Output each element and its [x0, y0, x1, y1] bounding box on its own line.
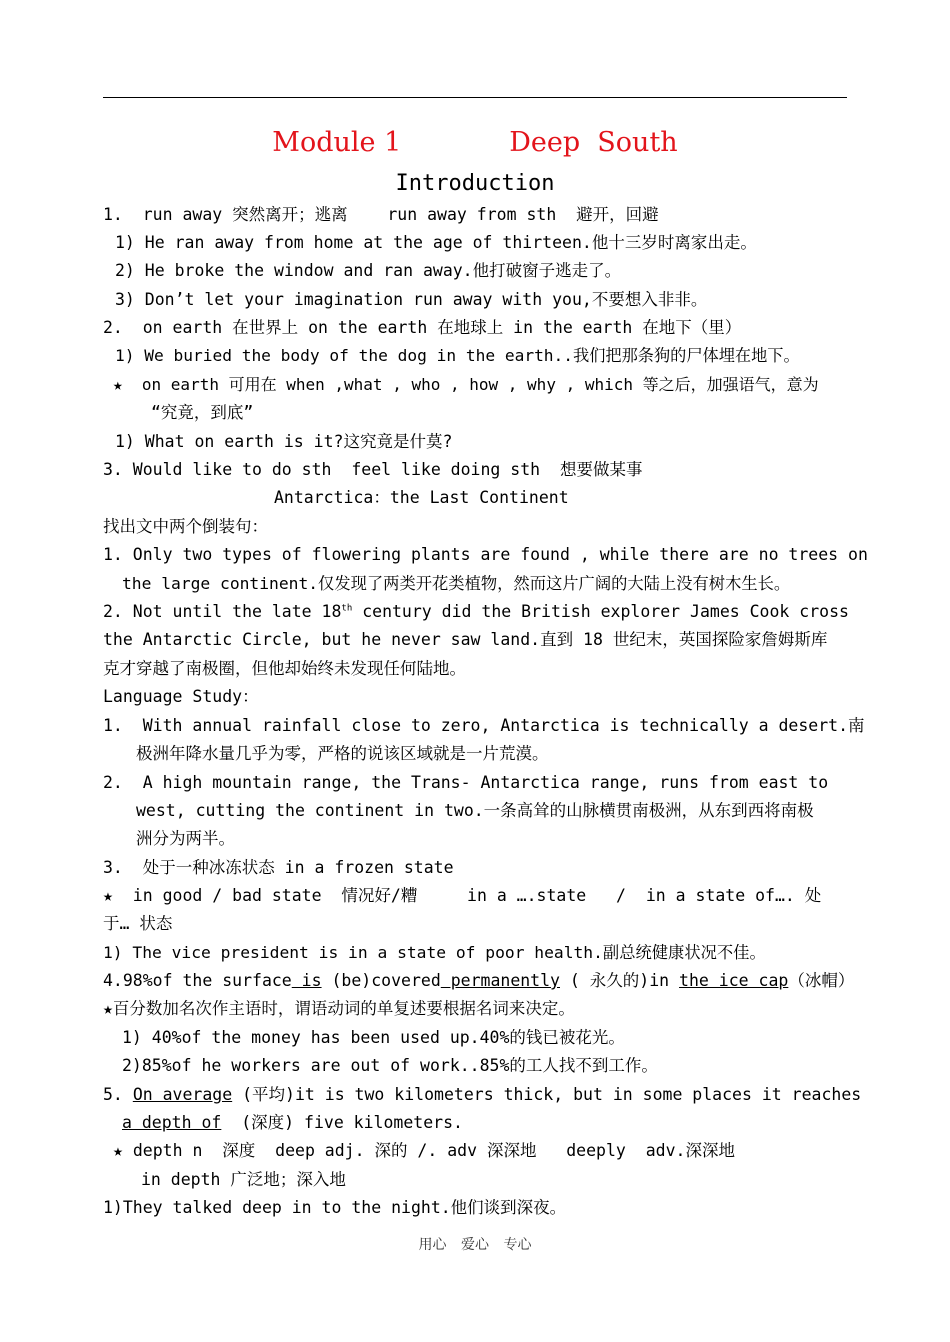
title-module: Module 1: [272, 127, 402, 158]
text-line: 3) Don’t let your imagination run away with you,不要想入非非。: [115, 290, 708, 309]
text-line: ★ on earth 可用在 when ,what , who , how , why , which 等之后，加强语气，意为: [113, 375, 819, 394]
text-line: 2) He broke the window and ran away.他打破窗子逃走了。: [115, 261, 622, 280]
text-line: 克才穿越了南极圈，但他却始终未发现任何陆地。: [103, 659, 466, 678]
text-line: 洲分为两半。: [136, 829, 235, 848]
underlined-text: the ice cap: [679, 971, 789, 990]
text-line: the large continent.仅发现了两类开花类植物，然而这片广阔的大陆上没有树木生长。: [122, 574, 791, 593]
text-span: ( 永久的)in: [560, 971, 680, 990]
text-line: 于… 状态: [103, 914, 173, 933]
underlined-text: permanently: [440, 971, 560, 990]
text-line: 1. With annual rainfall close to zero, Antarctica is technically a desert.南: [103, 716, 865, 735]
text-line: 1) He ran away from home at the age of thirteen.他十三岁时离家出走。: [115, 233, 757, 252]
text-line: 1. Only two types of flowering plants are found , while there are no trees on: [103, 545, 868, 564]
text-line: in depth 广泛地；深入地: [141, 1170, 346, 1189]
text-line: 极洲年降水量几乎为零，严格的说该区域就是一片荒漠。: [136, 744, 549, 763]
text-line: 3. Would like to do sth feel like doing sth 想要做某事: [103, 460, 643, 479]
underlined-text: is: [291, 971, 322, 990]
text-span: （冰帽）: [788, 971, 855, 990]
text-line: [122, 1113, 463, 1133]
text-line: 1) The vice president is in a state of poor health.副总统健康状况不佳。: [103, 943, 766, 962]
text-line: 1) What on earth is it?这究竟是什莫?: [115, 432, 453, 451]
text-line: 2. on earth 在世界上 on the earth 在地球上 in the earth 在地下（里）: [103, 318, 742, 337]
text-span: 5.: [103, 1085, 133, 1104]
text-line: 3. 处于一种冰冻状态 in a frozen state: [103, 858, 454, 877]
text-line: “究竟，到底”: [151, 403, 254, 422]
text-line: 2. A high mountain range, the Trans- Antarctica range, runs from east to: [103, 773, 829, 792]
text-span: century did the British explorer James Cook cross: [352, 602, 849, 621]
text-line: 1)They talked deep in to the night.他们谈到深夜。: [103, 1198, 567, 1217]
text-line: 找出文中两个倒装句：: [103, 517, 268, 536]
superscript-th: th: [341, 603, 353, 614]
text-span: (平均)it is two kilometers thick, but in some places it reaches: [232, 1085, 862, 1104]
text-line: 2)85%of he workers are out of work..85%的工人找不到工作。: [122, 1056, 658, 1075]
text-span: (be)covered: [321, 971, 441, 990]
text-line: 1. run away 突然离开；逃离 run away from sth 避开，回避: [103, 205, 659, 224]
text-line: ★ in good / bad state 情况好/糟 in a ….state / in a state of…. 处: [103, 886, 822, 905]
underlined-text: On average: [132, 1085, 233, 1104]
text-line: [103, 602, 849, 622]
section-heading: Introduction: [395, 171, 555, 196]
page-footer: 用心 爱心 专心: [418, 1237, 532, 1253]
underlined-text: a depth of: [122, 1113, 222, 1132]
text-line: [103, 971, 854, 991]
text-line: ★百分数加名次作主语时，谓语动词的单复述要根据名词来决定。: [103, 999, 575, 1018]
text-line: west, cutting the continent in two.一条高耸的山脉横贯南极洲，从东到西将南极: [136, 801, 814, 820]
text-line: the Antarctic Circle, but he never saw land.直到 18 世纪末，英国探险家詹姆斯库: [103, 630, 828, 649]
text-span: 4.98%of the surface: [103, 971, 292, 990]
page-title: [0, 127, 950, 158]
text-line: ★ depth n 深度 deep adj. 深的 /. adv 深深地 deeply adv.深深地: [113, 1141, 735, 1160]
text-line: [103, 1085, 861, 1105]
header-rule: [103, 97, 847, 98]
text-line: 1) We buried the body of the dog in the earth..我们把那条狗的尸体埋在地下。: [115, 346, 800, 365]
text-span: 2. Not until the late 18: [103, 602, 342, 621]
text-line: Language Study：: [103, 687, 259, 706]
text-span: (深度) five kilometers.: [221, 1113, 463, 1132]
text-line: Antarctica：the Last Continent: [274, 488, 569, 507]
text-line: 1) 40%of the money has been used up.40%的钱已被花光。: [122, 1028, 625, 1047]
title-topic: Deep South: [509, 127, 678, 158]
